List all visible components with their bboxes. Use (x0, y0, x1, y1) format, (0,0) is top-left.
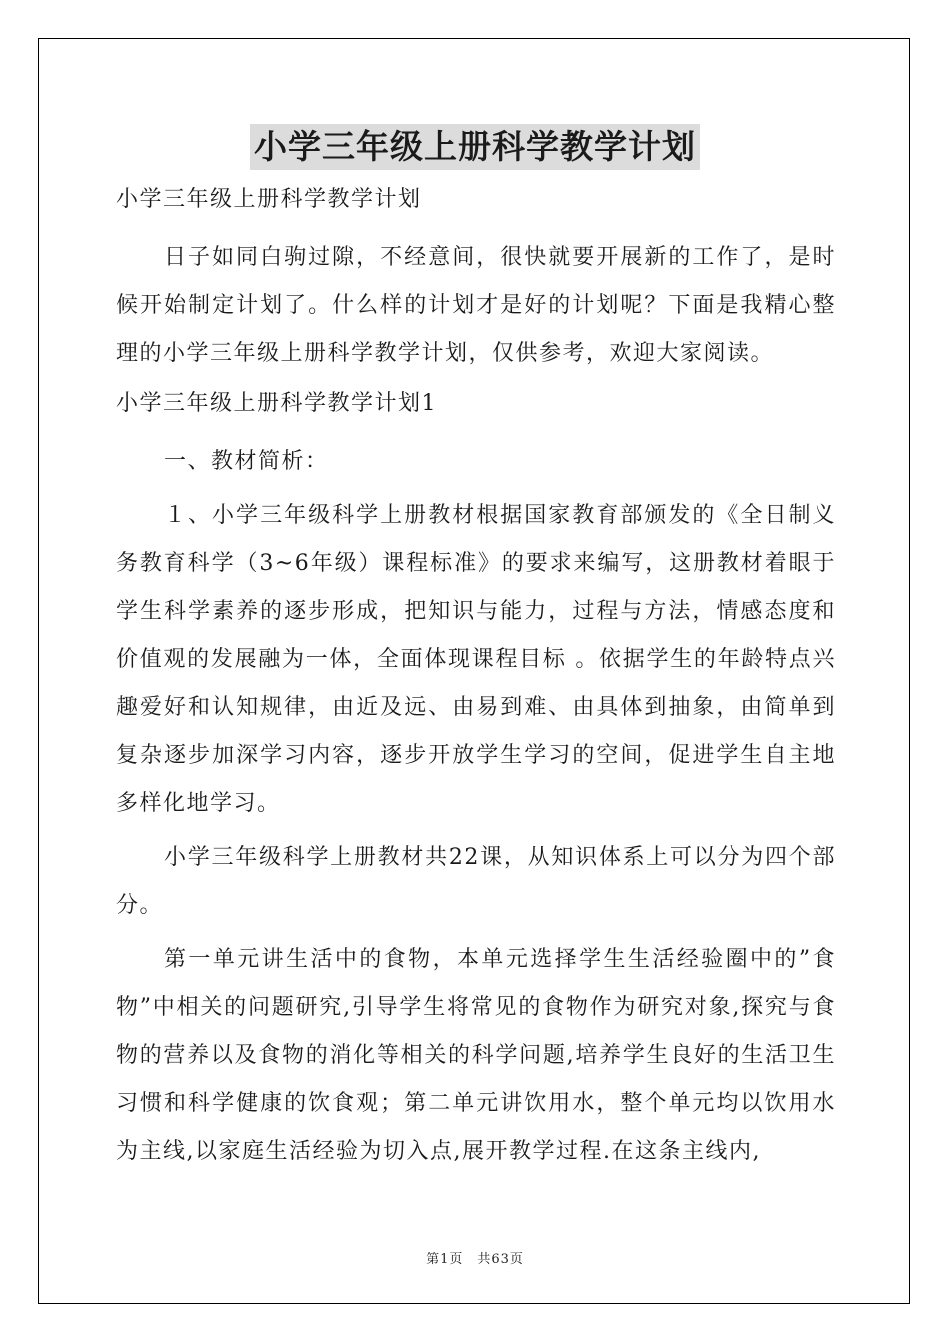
intro-paragraph: 日子如同白驹过隙，不经意间，很快就要开展新的工作了，是时候开始制定计划了。什么样的计划才是好的计划呢？下面是我精心整理的小学三年级上册科学教学计划，仅供参考，欢迎大家阅读。 (116, 245, 836, 366)
part-heading: 一、教材简析： (164, 449, 329, 474)
body-paragraph-2: 小学三年级科学上册教材共22课，从知识体系上可以分为四个部分。 (116, 845, 836, 918)
section-title: 小学三年级上册科学教学计划1 (116, 391, 437, 416)
body-paragraph-1: １、小学三年级科学上册教材根据国家教育部颁发的《全日制义务教育科学（3~6年级）课程标准》的要求来编写，这册教材着眼于学生科学素养的逐步形成，把知识与能力，过程与方法，情感态度和价值观的发展融为一体，全面体现课程目标 。依据学生的年龄特点兴趣爱好和认知规律，由近及远、由易到难、由具体到抽象，由简单到复杂逐步加深学习内容，逐步开放学生学习的空间，促进学生自主地多样化地学习。 (116, 503, 836, 816)
body-paragraph-3: 第一单元讲生活中的食物，本单元选择学生生活经验圈中的”食物”中相关的问题研究,引导学生将常见的食物作为研究对象,探究与食物的营养以及食物的消化等相关的科学问题,培养学生良好的生活卫生习惯和科学健康的饮食观；第二单元讲饮用水，整个单元均以饮用水为主线,以家庭生活经验为切入点,展开教学过程.在这条主线内, (116, 947, 836, 1164)
subtitle: 小学三年级上册科学教学计划 (116, 187, 422, 212)
title-container (0, 124, 950, 170)
document-body (116, 180, 836, 1182)
document-title: 小学三年级上册科学教学计划 (250, 124, 700, 170)
page-footer: 第1页 共63页 (426, 1252, 524, 1267)
